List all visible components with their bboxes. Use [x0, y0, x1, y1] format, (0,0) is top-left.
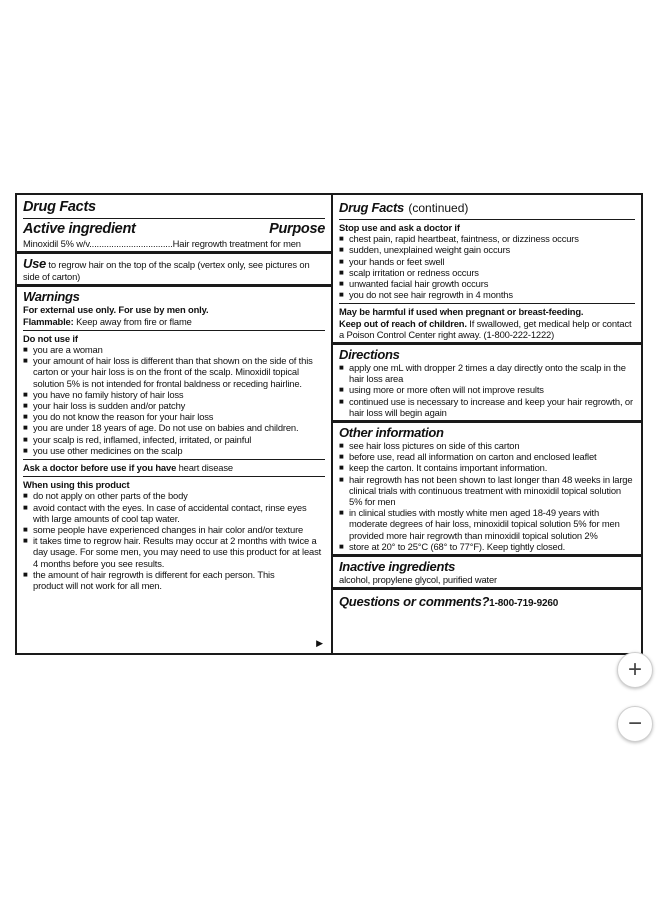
drug-facts-label [15, 193, 643, 655]
other-info-list [339, 440, 635, 552]
list-item: ■ in clinical studies with mostly white men aged 18-49 years with moderate degrees of hair loss, minoxidil topical solution 5% for men provided more hair regrowth than minoxidil topical solution 2% [339, 507, 635, 541]
flammable-text: Keep away from fire or flame [76, 315, 192, 327]
list-item: ■ hair regrowth has not been shown to last longer than 48 weeks in large clinical trials with continuous treatment with minoxidil topical solution 5% for men [339, 474, 635, 508]
stop-use-section [333, 195, 641, 342]
plus-icon: + [627, 656, 642, 683]
when-using-list [23, 490, 325, 591]
ask-doctor-text: heart disease [178, 462, 233, 474]
list-item: ■ keep the carton. It contains important information. [339, 462, 635, 473]
flammable-label: Flammable: [23, 315, 74, 327]
list-item: ■ some people have experienced changes in hair color and/or texture [23, 524, 325, 535]
ask-doctor-block [23, 459, 325, 473]
list-item: ■ see hair loss pictures on side of this carton [339, 440, 635, 451]
continue-arrow-icon: ▶ [316, 638, 323, 648]
list-item: ■ continued use is necessary to increase and keep your hair regrowth, or hair loss will begin again [339, 396, 635, 418]
list-item: ■ your scalp is red, inflamed, infected, irritated, or painful [23, 434, 325, 445]
directions-list [339, 362, 635, 418]
list-item: ■ before use, read all information on carton and enclosed leaflet [339, 451, 635, 462]
list-item: ■ avoid contact with the eyes. In case of accidental contact, rinse eyes with large amounts of cool tap water. [23, 502, 325, 524]
do-not-use-heading: Do not use if [23, 332, 78, 344]
directions-section [333, 342, 641, 420]
list-item: ■ your amount of hair loss is different than that shown on the side of this carton or your hair loss is on the front of the scalp. Minoxidil topical solution 5% is not intended for frontal baldness or receding hairline. [23, 355, 325, 389]
header-section [17, 195, 331, 251]
pregnancy-warning: May be harmful if used when pregnant or breast-feeding. [339, 306, 584, 318]
left-column [17, 195, 333, 653]
external-use-text: For external use only. For use by men only. [23, 304, 209, 316]
inactive-text: alcohol, propylene glycol, purified water [339, 574, 498, 586]
active-ingredient-heading: Active ingredient [23, 221, 136, 237]
use-section [17, 251, 331, 284]
list-item: ■ apply one mL with dropper 2 times a day directly onto the scalp in the hair loss area [339, 362, 635, 384]
list-item: ■ chest pain, rapid heartbeat, faintness, or dizziness occurs [339, 233, 635, 244]
zoom-out-button[interactable] [617, 706, 653, 742]
list-item: ■ unwanted facial hair growth occurs [339, 278, 635, 289]
minus-icon: − [627, 710, 642, 737]
use-heading: Use [23, 256, 46, 272]
inactive-heading: Inactive ingredients [339, 559, 456, 575]
keep-out-label: Keep out of reach of children. [339, 317, 467, 329]
right-column [333, 195, 641, 653]
do-not-use-list [23, 344, 325, 456]
warnings-heading: Warnings [23, 289, 80, 305]
stop-use-heading: Stop use and ask a doctor if [339, 222, 460, 233]
zoom-in-button[interactable] [617, 652, 653, 688]
list-item: ■ the amount of hair regrowth is different for each person. This product will not work for all men. [23, 569, 325, 591]
drug-facts-continued-title: Drug Facts [339, 200, 404, 215]
do-not-use-block [23, 330, 325, 456]
list-item: ■ it takes time to regrow hair. Results may occur at 2 months with twice a day usage. For some men, you may need to use this product for at least 4 months before you see results. [23, 535, 325, 569]
list-item: ■ do not apply on other parts of the body [23, 490, 325, 501]
list-item: ■ your hands or feet swell [339, 256, 635, 267]
questions-heading: Questions or comments? [339, 594, 490, 610]
keep-out-text: If swallowed, get medical help or contact a Poison Control Center right away. (1-800-222-1222) [339, 317, 632, 340]
other-info-section [333, 420, 641, 554]
when-using-heading: When using this product [23, 479, 130, 491]
warnings-section [17, 284, 331, 653]
active-ingredient-header [23, 221, 325, 238]
list-item: ■ you are a woman [23, 344, 325, 355]
purpose-heading: Purpose [269, 221, 325, 237]
questions-phone: 1-800-719-9260 [489, 598, 559, 610]
list-item: ■ using more or more often will not improve results [339, 384, 635, 395]
continued-suffix: (continued) [408, 201, 469, 215]
list-item: ■ you are under 18 years of age. Do not use on babies and children. [23, 422, 325, 433]
list-item: ■ you do not know the reason for your hair loss [23, 411, 325, 422]
list-item: ■ your hair loss is sudden and/or patchy [23, 400, 325, 411]
list-item: ■ you have no family history of hair loss [23, 389, 325, 400]
inactive-section [333, 554, 641, 587]
ask-doctor-label: Ask a doctor before use if you have [23, 462, 177, 474]
list-item: ■ you use other medicines on the scalp [23, 445, 325, 456]
list-item: ■ sudden, unexplained weight gain occurs [339, 244, 635, 255]
when-using-block [23, 476, 325, 591]
list-item: ■ store at 20° to 25°C (68° to 77°F). Keep tightly closed. [339, 541, 635, 552]
directions-heading: Directions [339, 347, 400, 363]
use-text: to regrow hair on the top of the scalp (vertex only, see pictures on side of carton) [23, 259, 310, 283]
list-item: ■ you do not see hair regrowth in 4 months [339, 289, 635, 300]
stop-use-list [339, 233, 635, 300]
pregnancy-block [339, 303, 635, 340]
other-info-heading: Other information [339, 425, 444, 441]
continued-title [339, 199, 635, 220]
drug-facts-title: Drug Facts [23, 199, 325, 219]
list-item: ■ scalp irritation or redness occurs [339, 267, 635, 278]
questions-section [333, 587, 641, 653]
active-ingredient-line: Minoxidil 5% w/v..................................Hair regrowth treatment for men [23, 238, 301, 249]
